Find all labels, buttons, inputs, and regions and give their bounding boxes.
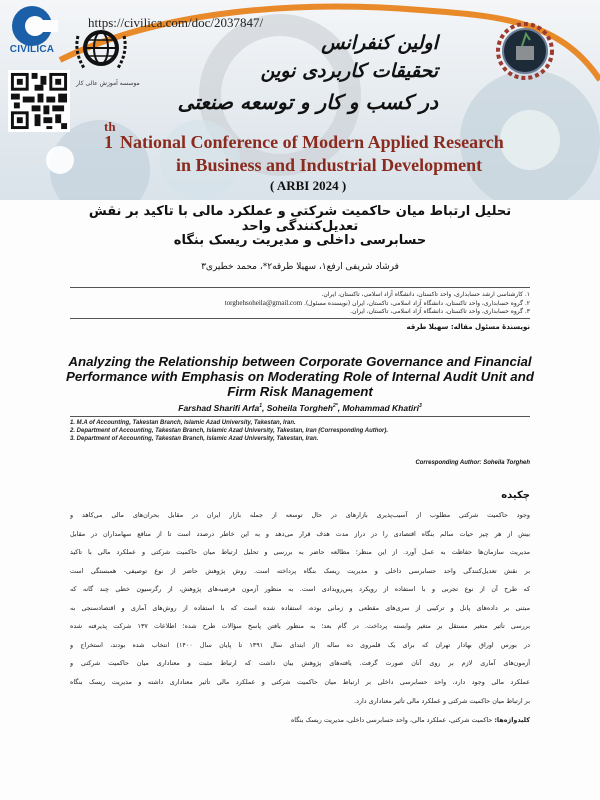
abstract-line: آزمون‌های آماری لازم بر روی آنان صورت گرفت. یافته‌های پژوهش بیان داشت که ارتباط مثبت و معناداری میان حاکمیت شرکتی و [70,659,530,667]
fa-paper-title-line-2: حسابرسی داخلی و مدیریت ریسک بنگاه [173,233,427,248]
abstract-line: مدیریت سازمان‌ها حفاظت به عمل آورد. از این منظر؛ مطالعه حاضر به بررسی و تحلیل ارتباط میان حاکمیت شرکتی و عملکرد مالی با تاکید [70,548,530,556]
fa-conference-line-3: در کسب و کار و توسعه صنعتی [177,90,438,114]
divider [70,318,530,319]
en-affiliation-3: 3. Department of Accounting, Takestan Branch, Islamic Azad University, Takestan, Iran. [70,436,319,442]
fa-paper-title-line-1: تحلیل ارتباط میان حاکمیت شرکتی و عملکرد مالی با تاکید بر نقش تعدیل‌کنندگی واحد [88,204,512,234]
en-affiliation-2: 2. Department of Accounting, Takestan Branch, Islamic Azad University, Takestan, Iran (Corresponding Author). [70,428,389,434]
fa-affiliation-3: ۳. گروه حسابداری، واحد تاکستان، دانشگاه آزاد اسلامی، تاکستان، ایران. [350,308,530,315]
abstract-line: بررسی تأثیر متغیر مستقل بر متغیر وابسته پرداخت. در گام بعد؛ به منظور یافتن پاسخ سؤالات طرح شده؛ اطلاعات ۱۳۷ شرکت پذیرفته شده [70,622,530,630]
divider [70,287,530,288]
fa-affiliation-2-text: ۲. گروه حسابداری، واحد تاکستان، دانشگاه آزاد اسلامی، تاکستان، ایران (نویسنده مسئول). [303,300,530,307]
fa-affiliation-1: ۱. کارشناسی ارشد حسابداری، واحد تاکستان، دانشگاه آزاد اسلامی، تاکستان، ایران. [321,291,530,298]
keywords-list: حاکمیت شرکتی، عملکرد مالی، واحد حسابرسی داخلی، مدیریت ریسک بنگاه [290,716,493,724]
email-link[interactable]: torghehsoheila@gmail.com [224,299,303,307]
fa-corresponding-author: نویسندۀ مسئول مقاله: سهیلا طرقه [406,323,530,331]
fa-affiliation-2 [70,299,530,307]
qr-code-icon [8,70,70,132]
document-url[interactable]: https://civilica.com/doc/2037847/ [88,15,264,30]
divider [70,416,530,417]
en-conference-line-2: in Business and Industrial Development [176,155,483,175]
institute-caption: موسسه آموزش عالی کار [76,80,140,87]
author-name: Mohammad Khatiri [342,403,419,413]
fa-authors: فرشاد شریفی ارفع۱، سهیلا طرقه۲*، محمد خطیری۳ [201,262,399,272]
conference-banner [0,0,600,200]
abstract-line: مبتنی بر داده‌های پانل و ترکیبی از سری‌های مقطعی و زمانی بوده، استفاده شده است که با استفاده از روش‌های آماری و اقتصادسنجی به [70,604,530,612]
abstract-line: بر ارتباط میان حاکمیت شرکتی و عملکرد مالی تأثیر معناداری دارد. [354,697,530,705]
author-name: Soheila Torgheh [266,403,333,413]
abstract-line: در بورس اوراق بهادار تهران که برای یک قلمروی ده ساله (از ابتدای سال ۱۳۹۱ تا پایان سال ۱۴۰۰) انتخاب شده بودند، استخراج و [70,641,530,649]
conference-acronym: ( ARBI 2024 ) [270,178,347,193]
civilica-label: CIVILICA [9,44,55,55]
university-seal-icon [496,22,554,80]
en-conference-line-1: National Conference of Modern Applied Research [120,132,504,152]
abstract-line: وجود حاکمیت شرکتی مطلوب از آسیب‌پذیری بازارهای در حال توسعه از جمله بازار ایران در مقابل بحران‌های مالی می‌کاهد و [70,511,530,519]
abstract-heading: چکیده [501,490,530,501]
en-corresponding-author: Corresponding Author: Soheila Torgheh [415,460,530,466]
en-authors: Farshad Sharifi Arfa$^1$, Soheila Torgheh$^{2*}$, Mohammad Khatiri$^3$ [178,403,422,413]
ordinal-suffix: th [104,119,116,134]
fa-conference-line-2: تحقیقات کاربردی نوین [260,60,438,82]
abstract-line: بیش از هر چیز حیات سالم بنگاه اقتصادی را در دراز مدت هدف قرار می‌دهد و به این خاطر درصدد است تا از منافع سهامداران در مقابل [70,530,530,538]
en-paper-title: Analyzing the Relationship between Corporate Governance and Financial Performance with Emphasis on Moderating Role of Internal Audit Unit and Firm Risk Management [66,354,534,399]
ordinal-number: 1 [104,132,113,152]
fa-conference-line-1: اولین کنفرانس [321,32,438,54]
author-mark: 3 [418,403,422,410]
keywords-label: کلیدواژه‌ها: [494,716,530,724]
abstract-line: که طرح آن از نوع تجربی و با استفاده از رویکرد پس‌رویدادی است. به منظور آزمون فرضیه‌های پژوهش، از رگرسیون خطی چند گانه که [70,585,530,593]
author-mark: 1 [259,403,262,410]
keywords [70,716,530,724]
abstract-line: عملکرد مالی وجود دارد، واحد حسابرسی داخلی بر ارتباط میان حاکمیت شرکتی و عملکرد مالی تأثیر معناداری داشته و مدیریت ریسک بنگاه [70,678,530,686]
author-mark: 2* [332,403,338,410]
author-name: Farshad Sharifi Arfa [178,403,260,413]
en-affiliation-1: 1. M.A of Accounting, Takestan Branch, Islamic Azad University, Takestan, Iran. [70,420,296,426]
institute-globe-logo-icon [72,22,130,80]
abstract-line: بر نقش تعدیل‌کنندگی واحد حسابرسی داخلی و مدیریت ریسک بنگاه پرداخته است. روش پژوهش حاضر از نوع توصیفی- همبستگی است [70,567,530,575]
